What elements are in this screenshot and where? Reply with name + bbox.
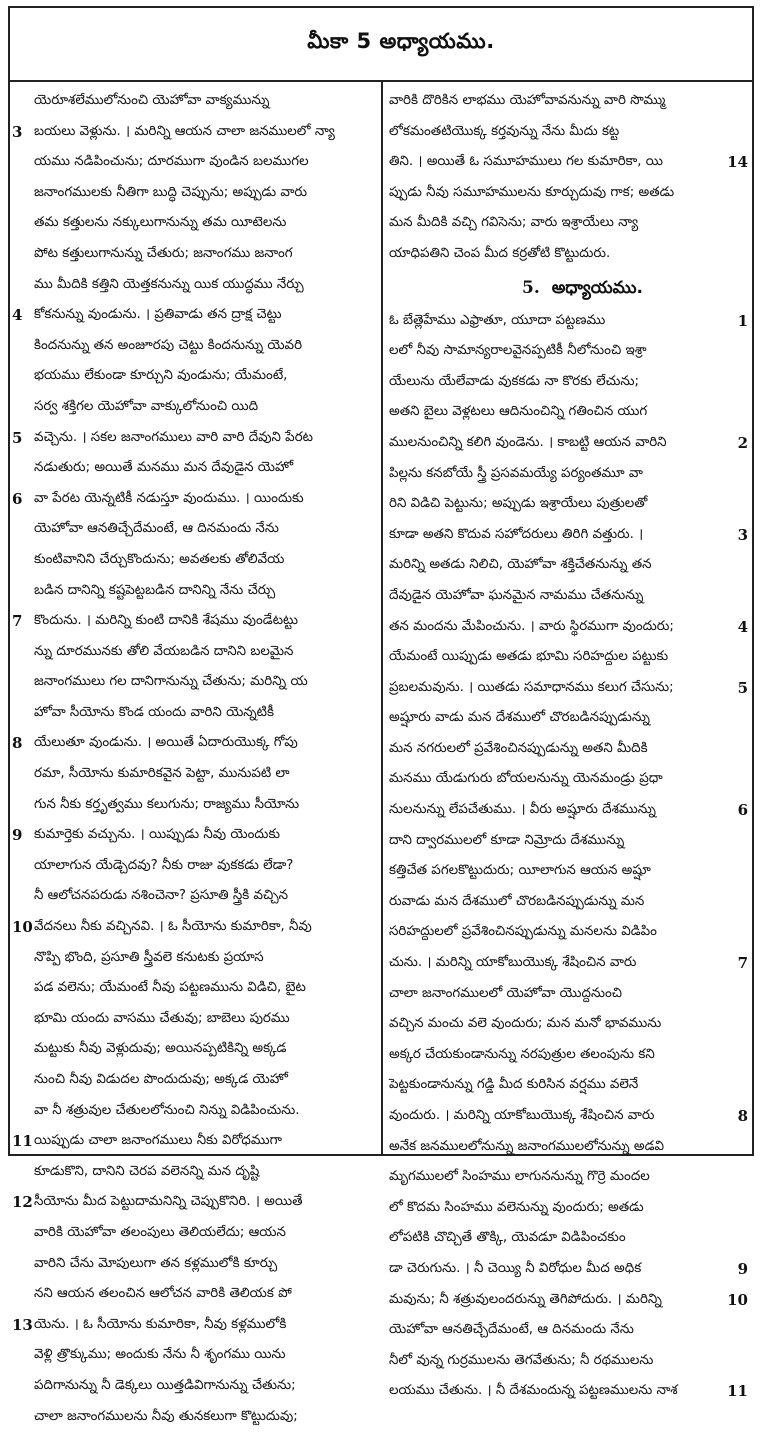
line-text: దేవుడైన యెహోవా ఘనమైన నామము చేతనున్ను: [389, 587, 644, 603]
text-line: [383, 642, 752, 673]
line-text: నడుతురు; అయితే మనము మన దేవుడైన యెహో: [34, 460, 294, 476]
line-text: కూడుకొని, దానిని చెరప వలెనన్ని మన దృష్టి: [34, 1163, 260, 1179]
text-line: [10, 1096, 379, 1127]
line-text: లో కొదమ సింహము వలెనున్ను వుందురు; అతడు: [389, 1199, 644, 1215]
text-line: [10, 912, 379, 943]
text-line: [383, 1285, 752, 1316]
line-text: మనము యేడుగురు బోయలనున్ను యెనమండ్రు ప్రధా: [389, 771, 663, 787]
text-line: [10, 698, 379, 729]
line-text: నీ ఆలోచనపరుడు నశించెనా? ప్రసూతి స్త్రీకి వచ్చిన: [34, 888, 289, 904]
line-text: యిప్పుడు చాలా జనాంగములు నీకు విరోధముగా: [34, 1133, 283, 1149]
right-column-top: [383, 86, 752, 270]
text-line: [383, 428, 752, 459]
text-line: [383, 1040, 752, 1071]
text-line: [10, 606, 379, 637]
text-line: [10, 1126, 379, 1157]
bible-page: [8, 6, 754, 1424]
text-line: [10, 147, 379, 178]
text-line: [383, 397, 752, 428]
chapter-label: అధ్యాయము.: [551, 277, 643, 298]
text-line: [383, 336, 752, 367]
verse-number: 3: [737, 525, 748, 544]
line-text: పడ వలెను; యేమంటే నీవు పట్టణమును విడిచి, బైట: [34, 980, 306, 996]
line-text: రువాడు మన దేశములో చొరబడినప్పుడున్ను మన: [389, 893, 645, 909]
line-text: కుంటివానిని చేర్చుకొందును; అవతలకు తోలివేయ: [34, 551, 285, 567]
line-text: వెళ్లి త్రొక్కుము; అందుకు నేను నీ శృంగము యిను: [34, 1347, 286, 1363]
verse-number: 8: [12, 734, 23, 753]
line-text: బడిన దానిన్ని కష్టపెట్టబడిన దానిన్ని నేను చేర్చు: [34, 582, 276, 598]
verse-number: 12: [12, 1193, 33, 1212]
text-line: [10, 178, 379, 209]
text-line: [10, 637, 379, 668]
line-text: సీయోను మీద పెట్టుదామనిన్ని చెప్పుకొనిరి. । అయితే: [34, 1194, 303, 1210]
line-text: నీలో వున్న గుర్రములను తెగవేతును; నీ రథములను: [389, 1352, 654, 1368]
line-text: పెట్టకుండానున్ను గడ్డి మీద కురిసిన వర్షము వలెనే: [389, 1077, 639, 1093]
text-line: [10, 881, 379, 912]
line-text: వచ్చిన మంచు వలె వుందురు; మన మనో భావమును: [389, 1016, 662, 1032]
text-line: [10, 86, 379, 117]
text-line: [10, 1157, 379, 1188]
line-text: కుమార్తెకు వచ్చును. । యిప్పుడు నీవు యెందుకు: [34, 827, 281, 843]
left-column: [10, 86, 379, 1424]
line-text: వచ్చెను. । సకల జనాంగములు వారి వారి దేవుని పేరట: [34, 429, 313, 445]
text-line: [383, 86, 752, 117]
text-line: [10, 728, 379, 759]
line-text: నొప్పి భొంది, ప్రసూతి స్త్రీవలె కనుటకు ప్రయాస: [34, 949, 264, 965]
line-text: గున నీకు కర్తృత్వము కలుగును; రాజ్యము సీయోను: [34, 796, 300, 812]
text-line: [383, 1162, 752, 1193]
line-text: లోపటికి చొచ్చితే తొక్కి, యెవడూ విడిపించకుం: [389, 1230, 626, 1246]
text-line: [10, 943, 379, 974]
line-text: ప్పుడు నీవు సమూహములను కూర్చుదువు గాక; అతడు: [389, 184, 675, 200]
line-text: డా చెరుగును. । నీ చెయ్యి నీ విరోధుల మీద అధిక: [389, 1260, 642, 1276]
line-text: యేలుతూ వుండును. । అయితే ఏదారుయొక్క గోపు: [34, 735, 298, 751]
line-text: భూమి యందు వాసము చేతువు; బాబెలు పురము: [34, 1010, 290, 1026]
text-line: [10, 270, 379, 301]
text-line: [383, 1009, 752, 1040]
text-line: [10, 423, 379, 454]
line-text: వుందురు. । మరిన్ని యాకోబుయొక్క శేషించిన వారు: [389, 1108, 655, 1123]
text-line: [383, 1101, 752, 1132]
line-text: తన మందను మేపించును. । వారు స్థిరముగా వుందురు;: [389, 618, 674, 634]
text-line: [10, 514, 379, 545]
line-text: యెహోవా ఆనతిచ్చేదేమంటే, ఆ దినమందు నేను: [34, 521, 279, 537]
line-text: యెహోవా ఆనతిచ్చేదేమంటే, ఆ దినమందు నేను: [389, 1322, 634, 1338]
verse-number: 3: [12, 122, 23, 141]
chapter-heading: [383, 270, 752, 306]
text-line: [383, 673, 752, 704]
text-line: [10, 820, 379, 851]
line-text: పిల్లను కనబోయే స్త్రీ ప్రసవమయ్యే పర్యంతమూ వా: [389, 465, 643, 481]
line-text: తమ కత్తులను నక్కులుగానున్ను తమ యీటెలను: [34, 215, 287, 231]
text-line: [10, 545, 379, 576]
line-text: యెను. । ఓ సీయోను కుమారికా, నీవు కళ్లములోకి: [34, 1316, 287, 1332]
line-text: పోట కత్తులుగానున్ను చేతురు; జనాంగము జనాంగ: [34, 245, 293, 261]
text-line: [383, 826, 752, 857]
text-line: [383, 489, 752, 520]
text-line: [383, 208, 752, 239]
line-text: మృగములలో సింహము లాగుననున్ను గొర్రె మందల: [389, 1169, 650, 1185]
text-line: [10, 1371, 379, 1402]
text-line: [10, 392, 379, 423]
line-text: ప్రబలమవును. । యితడు సమాధానము కలుగ చేసును;: [389, 679, 674, 695]
text-line: [383, 1254, 752, 1285]
text-line: [10, 973, 379, 1004]
line-text: దాని ద్వారములలో కూడా నిమ్రోదు దేశమున్ను: [389, 832, 625, 848]
line-text: రమా, సీయోను కుమారికవైన పెట్టా, మునుపటి లా: [34, 766, 290, 782]
text-line: [383, 1193, 752, 1224]
text-line: [383, 1346, 752, 1377]
text-line: [10, 1187, 379, 1218]
verse-number: 7: [12, 612, 23, 631]
text-line: [10, 239, 379, 270]
line-text: వా పేరట యెన్నటికీ నడుస్తూ వుందుము. । యిందుకు: [34, 490, 304, 506]
line-text: లోకమంతటియొక్క కర్తవున్ను నేను మీదు కట్ట: [389, 123, 620, 139]
text-line: [10, 208, 379, 239]
line-text: కత్తిచేత పగలకొట్టుదురు; యీలాగున ఆయన అష్షూ: [389, 863, 651, 879]
verse-number: 2: [737, 433, 748, 452]
line-text: వారికి దొరికిన లాభము యెహోవావనున్ను వారి సొమ్ము: [389, 93, 666, 108]
line-text: లయము చేతును. । నీ దేశమందున్న పట్టణములను నాశ: [389, 1383, 678, 1399]
text-line: [10, 300, 379, 331]
line-text: మవును; నీ శత్రువులందరున్ను తెగిపోదురు. । మరిన్ని: [389, 1291, 662, 1307]
line-text: మరిన్ని అతడు నిలిచి, యెహోవా శక్తిచేతనున్ను తన: [389, 557, 652, 573]
verse-number: 9: [12, 826, 23, 845]
text-line: [10, 117, 379, 148]
line-text: జనాంగములకు నీతిగా బుద్ధి చెప్పును; అప్పుడు వారు: [34, 184, 307, 200]
line-text: ము మీదికి కత్తిని యెత్తకనున్ను యిక యుద్ధము నేర్చు: [34, 276, 304, 292]
text-line: [10, 331, 379, 362]
text-line: [10, 667, 379, 698]
text-line: [383, 612, 752, 643]
text-line: [10, 484, 379, 515]
verse-number: 14: [727, 153, 748, 172]
text-line: [383, 856, 752, 887]
text-line: [383, 887, 752, 918]
line-text: కిందనున్ను తన అంజూరపు చెట్టు కిందనున్ను యెవరి: [34, 337, 303, 353]
line-text: మన నగరులలో ప్రవేశించినప్పుడున్ను అతని మీదికి: [389, 740, 648, 756]
line-text: న్ను దూరమునకు తోలి వేయబడిన దానిని బలమైన: [34, 643, 294, 659]
verse-number: 7: [737, 954, 748, 973]
page-header: [10, 8, 752, 82]
text-line: [383, 734, 752, 765]
line-text: యేలును యేలేవాడు వుకకడు నా కొరకు లేచును;: [389, 373, 639, 389]
line-text: అతని బైలు వెళ్లటలు ఆదినుంచిన్ని గతించిన యుగ: [389, 404, 648, 420]
line-text: అష్షూరు వాడు మన దేశములో చొరబడినప్పుడున్ను: [389, 710, 650, 726]
text-line: [10, 1065, 379, 1096]
text-line: [10, 1279, 379, 1310]
line-text: వేదనలు నీకు వచ్చినవి. । ఓ సీయోను కుమారికా, నీవు: [34, 919, 312, 935]
text-line: [383, 917, 752, 948]
line-text: తిని. । అయితే ఓ సమూహములు గల కుమారికా, యి: [389, 154, 663, 170]
verse-number: 13: [12, 1315, 33, 1334]
text-line: [383, 764, 752, 795]
line-text: అనేక జనములలోనున్ను జనాంగములలోనున్ను అడవి: [389, 1138, 665, 1154]
text-line: [383, 117, 752, 148]
text-line: [383, 979, 752, 1010]
text-line: [10, 1249, 379, 1280]
right-column-bottom: [383, 306, 752, 1407]
line-text: నుంచి నీవు విడుదల పొందుదువు; అక్కడ యెహో: [34, 1072, 288, 1087]
text-line: [383, 1070, 752, 1101]
line-text: చాలా జనాంగములను నీవు తునకలుగా కొట్టుదువు;: [34, 1408, 298, 1424]
line-text: కూడా అతని కొదువ సహోదరులు తిరిగి వత్తురు. ।: [389, 526, 644, 542]
text-line: [383, 239, 752, 270]
text-line: [10, 1034, 379, 1065]
line-text: చాలా జనాంగములలో యెహోవా యొద్దనుంచి: [389, 985, 623, 1001]
right-column: [383, 86, 752, 1401]
verse-number: 4: [12, 306, 23, 325]
verse-number: 10: [12, 918, 33, 937]
verse-number: 1: [737, 311, 748, 330]
text-line: [383, 948, 752, 979]
text-line: [383, 1132, 752, 1163]
text-line: [383, 367, 752, 398]
text-line: [10, 1218, 379, 1249]
line-text: కోకనున్ను వుండును. । ప్రతివాడు తన ద్రాక్ష చెట్టు: [34, 307, 282, 323]
verse-number: 11: [12, 1132, 33, 1151]
line-text: యెరూశలేములోనుంచి యెహోవా వాక్యమున్ను: [34, 93, 270, 108]
verse-number: 4: [737, 617, 748, 636]
line-text: యాలాగున యేడ్చెదవు? నీకు రాజు వుకకడు లేడా?: [34, 857, 294, 873]
verse-number: 6: [737, 801, 748, 820]
line-text: సర్వ శక్తిగల యెహోవా వాక్కులోనుంచి యిది: [34, 398, 259, 414]
text-line: [383, 520, 752, 551]
text-line: [383, 1315, 752, 1346]
line-text: మట్టుకు నీవు వెళ్లుదువు; అయినప్పటికిన్ని అక్కడ: [34, 1041, 287, 1057]
line-text: బయలు వెళ్లును. । మరిన్ని ఆయన చాలా జనములలో న్యా: [34, 123, 335, 139]
text-line: [10, 1340, 379, 1371]
text-line: [10, 1310, 379, 1341]
text-line: [10, 1402, 379, 1432]
text-line: [383, 1223, 752, 1254]
line-text: నని ఆయన తలంచిన ఆలోచన వారికి తెలియక పో: [34, 1286, 292, 1302]
line-text: యము నడిపించును; దూరముగా వుండిన బలముగల: [34, 154, 309, 170]
line-text: భయము లేకుండా కూర్చుని వుండును; యేమంటే,: [34, 368, 288, 384]
verse-number: 6: [12, 489, 23, 508]
text-line: [10, 851, 379, 882]
text-line: [10, 361, 379, 392]
verse-number: 5: [12, 428, 23, 447]
line-text: యేమంటే యిప్పుడు అతడు భూమి సరిహద్దుల పట్టుకు: [389, 649, 669, 665]
line-text: కొందును. । మరిన్ని కుంటి దానికి శేషము వుండేటట్టు: [34, 613, 299, 629]
verse-number: 10: [727, 1290, 748, 1309]
line-text: మన మీదికి వచ్చి గవిసెను; వారు ఇశ్రాయేలు న్యా: [389, 215, 639, 231]
line-text: ఓ బేత్లెహేము ఎఫ్రాతూ, యూదా పట్టణము: [389, 312, 606, 328]
text-line: [383, 178, 752, 209]
line-text: యాధిపతిని చెంప మీద కర్రతోటి కొట్టుదురు.: [389, 245, 611, 261]
line-text: నులనున్ను లేపచేతుము. । వీరు అష్షూరు దేశమున్ను: [389, 802, 656, 818]
line-text: వా నీ శత్రువుల చేతులలోనుంచి నిన్ను విడిపించును.: [34, 1102, 300, 1118]
text-line: [383, 581, 752, 612]
page-title: మీకా 5 అధ్యాయము.: [307, 29, 495, 53]
line-text: లలో నీవు సామాన్యరాలవైనప్పటికీ నీలోనుంచి ఇశ్రా: [389, 343, 647, 359]
line-text: పదిగానున్ను నీ డెక్కలు యిత్తడివిగానున్ను చేతును;: [34, 1377, 296, 1393]
chapter-number: 5.: [522, 277, 540, 298]
text-line: [383, 306, 752, 337]
line-text: వారిని చేను మోపులుగా తన కళ్లములోకి కూర్చు: [34, 1255, 278, 1271]
text-line: [10, 453, 379, 484]
line-text: వారికి యెహోవా తలంపులు తెలియలేదు; ఆయన: [34, 1224, 286, 1240]
text-line: [383, 703, 752, 734]
text-line: [10, 1004, 379, 1035]
text-line: [10, 759, 379, 790]
line-text: జనాంగములు గల దానిగానున్ను చేతును; మరిన్ని య: [34, 674, 308, 690]
text-line: [10, 790, 379, 821]
line-text: రిని విడిచి పెట్టును; అప్పుడు ఇశ్రాయేలు పుత్రులతో: [389, 496, 648, 512]
line-text: చును. । మరిన్ని యాకోబుయొక్క శేషించిన వారు: [389, 955, 637, 971]
line-text: ములనుంచిన్ని కలిగి వుండెను. । కాబట్టి ఆయన వారిని: [389, 434, 667, 450]
line-text: హోవా సీయోను కొండ యందు వారిని యెన్నటికీ: [34, 704, 275, 720]
verse-number: 9: [737, 1259, 748, 1278]
verse-number: 11: [727, 1382, 748, 1401]
line-text: సరిహద్దులలో ప్రవేశించినప్పుడున్ను మనలను విడిపిం: [389, 924, 657, 940]
text-line: [10, 576, 379, 607]
text-line: [383, 459, 752, 490]
text-line: [383, 1376, 752, 1407]
text-line: [383, 550, 752, 581]
line-text: అక్కర చేయకుండానున్ను నరపుత్రుల తలంపును కని: [389, 1046, 655, 1062]
text-line: [383, 795, 752, 826]
verse-number: 8: [737, 1107, 748, 1125]
verse-number: 5: [737, 678, 748, 697]
text-line: [383, 147, 752, 178]
